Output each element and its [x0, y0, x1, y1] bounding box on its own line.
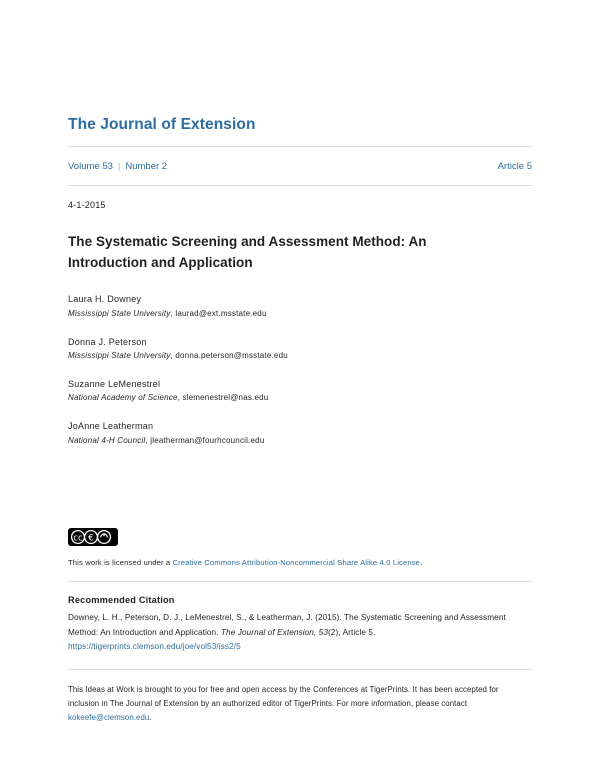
author-email: jleatherman@fourhcouncil.edu: [150, 435, 265, 445]
author-institution: Mississippi State University: [68, 308, 171, 318]
divider-under-volume: [68, 185, 532, 186]
recommended-citation-heading: Recommended Citation: [68, 595, 175, 606]
author-affiliation-comma: ,: [170, 308, 176, 318]
footer-text-part-2: .: [149, 712, 152, 722]
footer-note: [68, 683, 532, 724]
author-institution: Mississippi State University: [68, 351, 171, 361]
issue-number-label: Number 2: [125, 160, 168, 172]
publication-date: 4-1-2015: [68, 199, 106, 210]
author-affiliation-comma: ,: [170, 351, 176, 361]
svg-text:cc: cc: [73, 533, 83, 544]
volume-separator: |: [117, 160, 121, 172]
author-email: slemenestrel@nas.edu: [182, 393, 269, 403]
document-content: [68, 0, 532, 462]
divider-top: [68, 146, 532, 147]
license-statement: [68, 557, 532, 568]
author-affiliation-comma: ,: [145, 435, 151, 445]
citation-journal-italic: The Journal of Extension, 53: [220, 627, 328, 637]
footer-text-part-1: This Ideas at Work is brought to you for free and open access by the Conferences at TigerPrints. It has been accepted for inclusion in The Journal of Extension by an authorized editor of TigerPrints. For more information, please contact: [68, 685, 499, 709]
article-number-label: Article 5: [497, 160, 532, 172]
divider-above-footer: [68, 669, 532, 670]
author-list: [68, 293, 532, 447]
author-affiliation: [68, 435, 532, 448]
author-email: donna.peterson@msstate.edu: [175, 351, 288, 361]
author-name: JoAnne Leatherman: [68, 421, 154, 432]
license-link[interactable]: Creative Commons Attribution-Noncommercial Share Alike 4.0 License: [172, 558, 421, 567]
divider-above-citation: [68, 581, 532, 582]
journal-title: The Journal of Extension: [68, 116, 256, 133]
author-email: laurad@ext.msstate.edu: [175, 308, 267, 318]
license-prefix: This work is licensed under a: [68, 558, 173, 567]
footer-contact-email-link[interactable]: kokeefe@clemson.edu: [68, 712, 150, 722]
license-suffix: .: [420, 558, 423, 567]
author-name: Suzanne LeMenestrel: [68, 378, 161, 389]
author-affiliation: [68, 308, 532, 321]
author-institution: National Academy of Science: [68, 393, 178, 403]
author-entry: [68, 293, 532, 320]
author-name: Donna J. Peterson: [68, 336, 147, 347]
svg-text:€: €: [88, 533, 94, 544]
author-entry: [68, 336, 532, 363]
volume-issue-group: [68, 161, 167, 172]
author-entry: [68, 378, 532, 405]
citation-part-2: (2), Article 5.: [327, 627, 376, 637]
volume-label: Volume 53: [68, 160, 113, 172]
article-title: The Systematic Screening and Assessment Method: An Introduction and Application: [68, 233, 427, 270]
author-affiliation: [68, 350, 532, 363]
license-and-citation-area: [68, 528, 532, 724]
author-entry: [68, 420, 532, 447]
citation-part-1: Downey, L. H., Peterson, D. J., LeMenestrel, S., & Leatherman, J. (2015). The Systematic Screening and Assessment Method: An Introduction and Application.: [68, 613, 506, 637]
recommended-citation-text: [68, 611, 532, 654]
author-name: Laura H. Downey: [68, 294, 142, 305]
author-affiliation-comma: ,: [177, 393, 183, 403]
citation-permalink[interactable]: https://tigerprints.clemson.edu/joe/vol53/iss2/5: [68, 642, 241, 652]
author-institution: National 4-H Council: [68, 435, 146, 445]
volume-issue-row: [68, 161, 532, 172]
author-affiliation: [68, 392, 532, 405]
creative-commons-badge-icon: [68, 528, 118, 546]
